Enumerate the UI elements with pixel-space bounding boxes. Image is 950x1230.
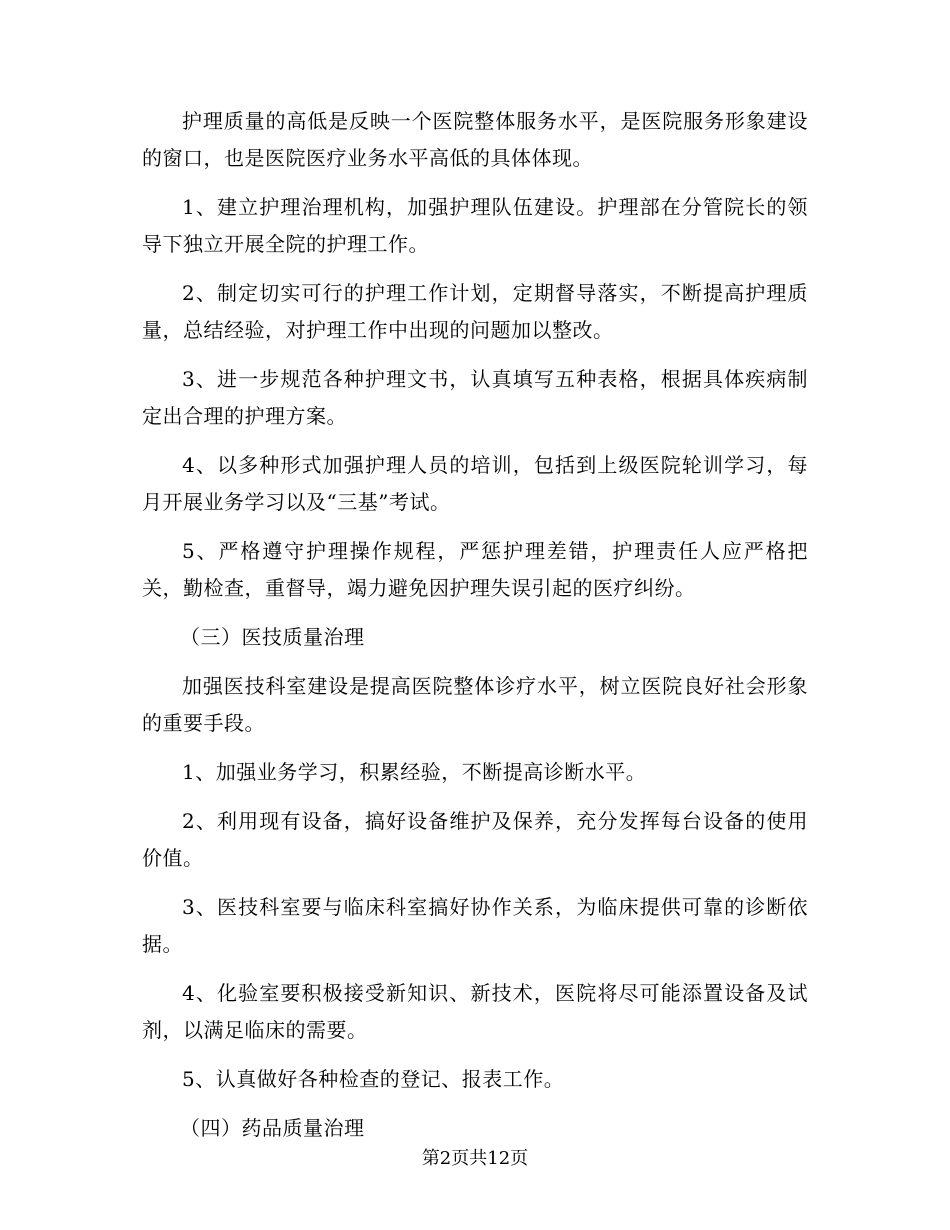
paragraph-nursing-item-5: 5、严格遵守护理操作规程，严惩护理差错，护理责任人应严格把关，勤检查，重督导，竭力避免因护理失误引起的医疗纠纷。 bbox=[142, 539, 808, 600]
paragraph-medtech-item-2: 2、利用现有设备，搞好设备维护及保养，充分发挥每台设备的使用价值。 bbox=[142, 809, 808, 870]
document-body bbox=[142, 103, 808, 1159]
paragraph-nursing-item-4: 4、以多种形式加强护理人员的培训，包括到上级医院轮训学习，每月开展业务学习以及“三基”考试。 bbox=[142, 453, 808, 514]
paragraph-medtech-item-4: 4、化验室要积极接受新知识、新技术，医院将尽可能添置设备及试剂，以满足临床的需要。 bbox=[142, 981, 808, 1042]
paragraph-nursing-intro: 护理质量的高低是反映一个医院整体服务水平，是医院服务形象建设的窗口，也是医院医疗业务水平高低的具体体现。 bbox=[142, 109, 808, 170]
section-heading-drugs: （四）药品质量治理 bbox=[180, 1116, 365, 1140]
paragraph-nursing-item-1: 1、建立护理治理机构，加强护理队伍建设。护理部在分管院长的领导下独立开展全院的护理工作。 bbox=[142, 195, 808, 256]
section-heading-medtech: （三）医技质量治理 bbox=[180, 625, 365, 649]
paragraph-medtech-item-1: 1、加强业务学习，积累经验，不断提高诊断水平。 bbox=[182, 760, 647, 784]
paragraph-nursing-item-3: 3、进一步规范各种护理文书，认真填写五种表格，根据具体疾病制定出合理的护理方案。 bbox=[142, 367, 808, 428]
paragraph-medtech-item-3: 3、医技科室要与临床科室搞好协作关系，为临床提供可靠的诊断依据。 bbox=[142, 895, 808, 956]
paragraph-medtech-intro: 加强医技科室建设是提高医院整体诊疗水平，树立医院良好社会形象的重要手段。 bbox=[142, 674, 808, 735]
paragraph-nursing-item-2: 2、制定切实可行的护理工作计划，定期督导落实，不断提高护理质量，总结经验，对护理工作中出现的问题加以整改。 bbox=[142, 281, 808, 342]
paragraph-medtech-item-5: 5、认真做好各种检查的登记、报表工作。 bbox=[182, 1067, 565, 1091]
page-number-footer: 第2页共12页 bbox=[421, 1148, 529, 1169]
